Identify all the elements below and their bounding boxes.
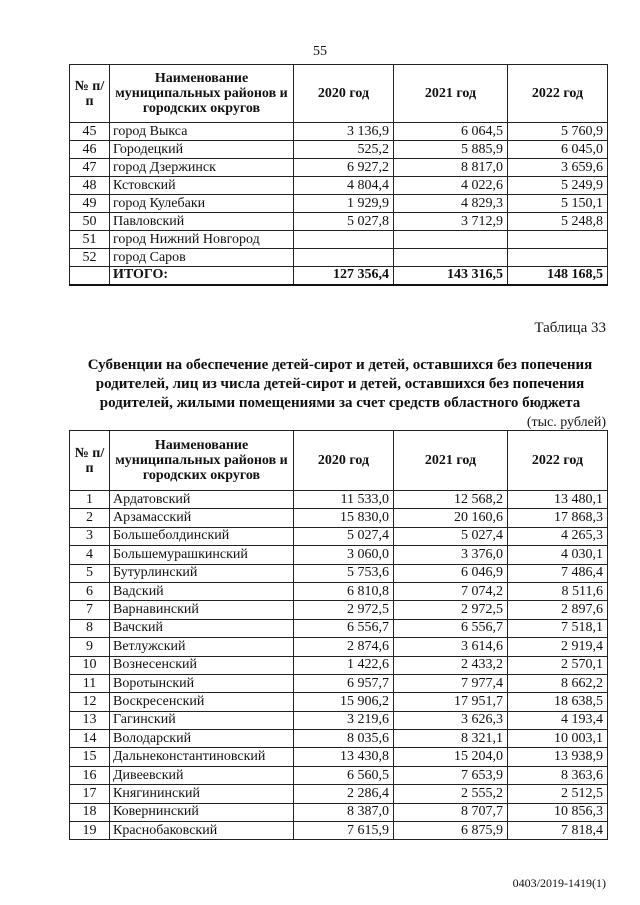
value-2022: 2 919,4 <box>508 638 608 656</box>
value-2020: 1 929,9 <box>294 195 394 213</box>
row-number: 10 <box>70 656 110 674</box>
table-row <box>70 564 608 582</box>
value-2021: 4 022,6 <box>394 177 508 195</box>
value-2022: 4 030,1 <box>508 546 608 564</box>
value-2022: 13 480,1 <box>508 491 608 509</box>
row-number: 51 <box>70 231 110 249</box>
table-row <box>70 656 608 674</box>
table-row <box>70 785 608 803</box>
value-2021: 7 653,9 <box>394 766 508 784</box>
value-2021: 8 817,0 <box>394 159 508 177</box>
header-2021: 2021 год <box>394 431 508 491</box>
row-number: 47 <box>70 159 110 177</box>
row-number: 17 <box>70 785 110 803</box>
value-2021: 3 626,3 <box>394 711 508 729</box>
value-2020: 3 060,0 <box>294 546 394 564</box>
value-2021 <box>394 231 508 249</box>
row-number: 46 <box>70 141 110 159</box>
total-2021: 143 316,5 <box>394 267 508 285</box>
table-row <box>70 231 608 249</box>
table-row <box>70 711 608 729</box>
value-2022: 4 265,3 <box>508 527 608 545</box>
district-name: Большемурашкинский <box>110 546 294 564</box>
value-2022: 7 518,1 <box>508 619 608 637</box>
total-label: ИТОГО: <box>110 267 294 285</box>
row-number: 8 <box>70 619 110 637</box>
value-2021: 17 951,7 <box>394 693 508 711</box>
value-2020: 4 804,4 <box>294 177 394 195</box>
header-2020: 2020 год <box>294 431 394 491</box>
value-2020: 6 556,7 <box>294 619 394 637</box>
value-2020: 5 027,4 <box>294 527 394 545</box>
value-2020: 13 430,8 <box>294 748 394 766</box>
value-2022: 7 486,4 <box>508 564 608 582</box>
table-row <box>70 546 608 564</box>
district-name: Дальнеконстантиновский <box>110 748 294 766</box>
table-row <box>70 491 608 509</box>
total-row <box>70 267 608 285</box>
value-2021: 5 885,9 <box>394 141 508 159</box>
row-number: 50 <box>70 213 110 231</box>
header-name: Наименование муниципальных районов и городских округов <box>110 431 294 491</box>
total-2022: 148 168,5 <box>508 267 608 285</box>
value-2021: 3 376,0 <box>394 546 508 564</box>
row-number: 13 <box>70 711 110 729</box>
row-number: 2 <box>70 509 110 527</box>
row-number: 4 <box>70 546 110 564</box>
header-name: Наименование муниципальных районов и городских округов <box>110 65 294 123</box>
row-number: 16 <box>70 766 110 784</box>
table-row <box>70 527 608 545</box>
value-2022: 18 638,5 <box>508 693 608 711</box>
district-name: Дивеевский <box>110 766 294 784</box>
value-2020: 3 136,9 <box>294 123 394 141</box>
value-2021: 8 321,1 <box>394 730 508 748</box>
row-number: 45 <box>70 123 110 141</box>
value-2022 <box>508 231 608 249</box>
value-2021: 5 027,4 <box>394 527 508 545</box>
value-2021: 2 433,2 <box>394 656 508 674</box>
value-2020: 5 753,6 <box>294 564 394 582</box>
district-name: Воротынский <box>110 674 294 692</box>
table-continued <box>69 64 608 286</box>
header-num: № п/п <box>70 65 110 123</box>
district-name: город Саров <box>110 249 294 267</box>
value-2022: 5 760,9 <box>508 123 608 141</box>
value-2021: 6 046,9 <box>394 564 508 582</box>
row-number: 52 <box>70 249 110 267</box>
district-name: Ветлужский <box>110 638 294 656</box>
row-number: 14 <box>70 730 110 748</box>
table-row <box>70 822 608 840</box>
table-row <box>70 195 608 213</box>
value-2022: 5 150,1 <box>508 195 608 213</box>
district-name: Княгининский <box>110 785 294 803</box>
district-name: Володарский <box>110 730 294 748</box>
table-row <box>70 748 608 766</box>
row-number: 3 <box>70 527 110 545</box>
value-2022: 8 363,6 <box>508 766 608 784</box>
value-2020: 6 957,7 <box>294 674 394 692</box>
value-2022: 2 897,6 <box>508 601 608 619</box>
value-2020: 6 927,2 <box>294 159 394 177</box>
table-row <box>70 619 608 637</box>
value-2022: 3 659,6 <box>508 159 608 177</box>
value-2020: 15 906,2 <box>294 693 394 711</box>
value-2020: 6 560,5 <box>294 766 394 784</box>
table-title: Субвенции на обеспечение детей-сирот и детей, оставшихся без попечения родителей, лиц из числа детей-сирот и детей, оставшихся без попечения родителей, жилыми помещениями за счет средств областного бюджета <box>87 357 593 411</box>
table-caption: Таблица 33 <box>534 320 606 336</box>
value-2020 <box>294 231 394 249</box>
district-name: Варнавинский <box>110 601 294 619</box>
table-row <box>70 766 608 784</box>
district-name: Гагинский <box>110 711 294 729</box>
row-number: 19 <box>70 822 110 840</box>
row-number: 12 <box>70 693 110 711</box>
value-2020: 7 615,9 <box>294 822 394 840</box>
value-2021: 7 074,2 <box>394 582 508 600</box>
row-number: 7 <box>70 601 110 619</box>
district-name: Бутурлинский <box>110 564 294 582</box>
row-number: 1 <box>70 491 110 509</box>
table-row <box>70 509 608 527</box>
row-number: 15 <box>70 748 110 766</box>
district-name: Ковернинский <box>110 803 294 821</box>
table-header-row <box>70 431 608 491</box>
value-2021: 20 160,6 <box>394 509 508 527</box>
table-row <box>70 730 608 748</box>
total-blank-cell <box>70 267 110 285</box>
value-2020: 11 533,0 <box>294 491 394 509</box>
district-name: Кстовский <box>110 177 294 195</box>
value-2022: 10 856,3 <box>508 803 608 821</box>
document-number: 0403/2019-1419(1) <box>512 876 606 890</box>
district-name: город Дзержинск <box>110 159 294 177</box>
district-name: Вознесенский <box>110 656 294 674</box>
table-row <box>70 213 608 231</box>
value-2021 <box>394 249 508 267</box>
value-2020: 3 219,6 <box>294 711 394 729</box>
table-row <box>70 693 608 711</box>
table-row <box>70 159 608 177</box>
table-row <box>70 177 608 195</box>
row-number: 5 <box>70 564 110 582</box>
district-name: Краснобаковский <box>110 822 294 840</box>
value-2021: 2 555,2 <box>394 785 508 803</box>
header-2022: 2022 год <box>508 65 608 123</box>
value-2022: 7 818,4 <box>508 822 608 840</box>
row-number: 9 <box>70 638 110 656</box>
district-name: город Нижний Новгород <box>110 231 294 249</box>
value-2020: 15 830,0 <box>294 509 394 527</box>
page-number: 55 <box>313 44 327 59</box>
row-number: 11 <box>70 674 110 692</box>
district-name: Ардатовский <box>110 491 294 509</box>
table-row <box>70 803 608 821</box>
header-2021: 2021 год <box>394 65 508 123</box>
header-2020: 2020 год <box>294 65 394 123</box>
district-name: Арзамасский <box>110 509 294 527</box>
value-2021: 4 829,3 <box>394 195 508 213</box>
value-2021: 6 875,9 <box>394 822 508 840</box>
value-2021: 3 712,9 <box>394 213 508 231</box>
table-row <box>70 582 608 600</box>
value-2022: 13 938,9 <box>508 748 608 766</box>
value-2020: 2 874,6 <box>294 638 394 656</box>
row-number: 6 <box>70 582 110 600</box>
value-2021: 8 707,7 <box>394 803 508 821</box>
subsidies-table <box>69 430 608 840</box>
district-name: Воскресенский <box>110 693 294 711</box>
row-number: 18 <box>70 803 110 821</box>
value-2022: 5 249,9 <box>508 177 608 195</box>
value-2022: 8 662,2 <box>508 674 608 692</box>
value-2022: 5 248,8 <box>508 213 608 231</box>
value-2020: 5 027,8 <box>294 213 394 231</box>
value-2020 <box>294 249 394 267</box>
value-2022: 6 045,0 <box>508 141 608 159</box>
unit-label: (тыс. рублей) <box>526 415 606 430</box>
value-2020: 8 035,6 <box>294 730 394 748</box>
value-2022 <box>508 249 608 267</box>
district-name: Городецкий <box>110 141 294 159</box>
value-2020: 525,2 <box>294 141 394 159</box>
district-name: Вачский <box>110 619 294 637</box>
table-header-row <box>70 65 608 123</box>
table-row <box>70 249 608 267</box>
district-name: город Выкса <box>110 123 294 141</box>
value-2021: 12 568,2 <box>394 491 508 509</box>
value-2021: 6 556,7 <box>394 619 508 637</box>
row-number: 48 <box>70 177 110 195</box>
value-2020: 2 286,4 <box>294 785 394 803</box>
value-2020: 8 387,0 <box>294 803 394 821</box>
table-row <box>70 601 608 619</box>
table-row <box>70 674 608 692</box>
value-2020: 6 810,8 <box>294 582 394 600</box>
table-row <box>70 123 608 141</box>
header-2022: 2022 год <box>508 431 608 491</box>
table-row <box>70 638 608 656</box>
value-2020: 2 972,5 <box>294 601 394 619</box>
value-2022: 4 193,4 <box>508 711 608 729</box>
district-name: Большеболдинский <box>110 527 294 545</box>
value-2021: 3 614,6 <box>394 638 508 656</box>
value-2021: 7 977,4 <box>394 674 508 692</box>
district-name: Павловский <box>110 213 294 231</box>
value-2022: 17 868,3 <box>508 509 608 527</box>
value-2021: 2 972,5 <box>394 601 508 619</box>
total-2020: 127 356,4 <box>294 267 394 285</box>
district-name: город Кулебаки <box>110 195 294 213</box>
row-number: 49 <box>70 195 110 213</box>
value-2021: 6 064,5 <box>394 123 508 141</box>
value-2022: 10 003,1 <box>508 730 608 748</box>
value-2022: 2 570,1 <box>508 656 608 674</box>
district-name: Вадский <box>110 582 294 600</box>
value-2022: 8 511,6 <box>508 582 608 600</box>
value-2020: 1 422,6 <box>294 656 394 674</box>
table-row <box>70 141 608 159</box>
value-2021: 15 204,0 <box>394 748 508 766</box>
header-num: № п/п <box>70 431 110 491</box>
value-2022: 2 512,5 <box>508 785 608 803</box>
